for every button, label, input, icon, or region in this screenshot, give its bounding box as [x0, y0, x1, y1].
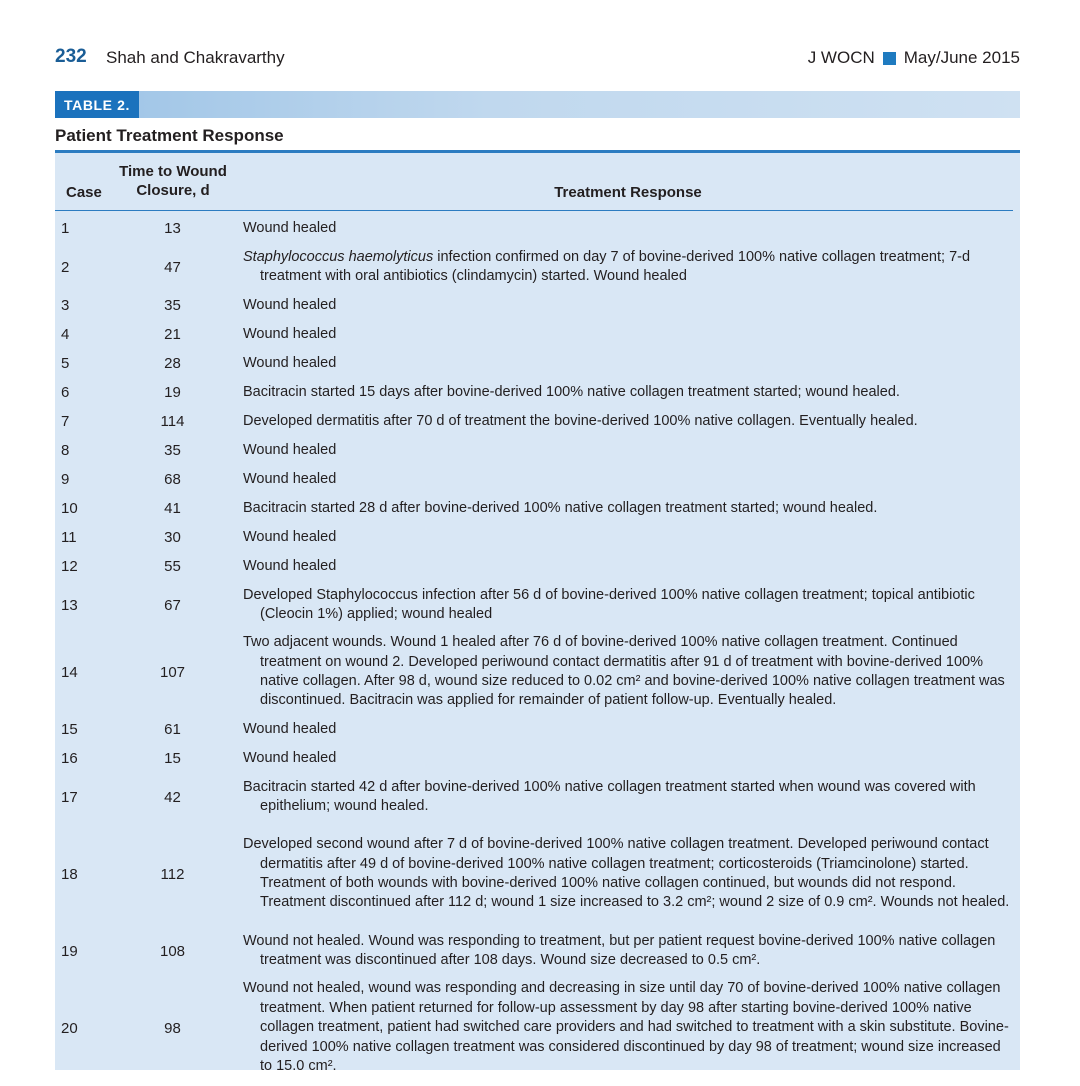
- response-text: Bacitracin started 28 d after bovine-derived 100% native collagen treatment started; wound healed.: [243, 499, 878, 516]
- response-text: Wound not healed, wound was responding and decreasing in size until day 70 of bovine-derived 100% native collagen treatment. When patient returned for follow-up assessment by day 98 after starting bovine-derived 100% native collagen treatment, patient had switched care providers and had switched to treatment with a skin substitute. Bovine-derived 100% native collagen treatment was considered discontinued by day 98 of treatment; wound size increased to 15.0 cm².: [243, 980, 1009, 1075]
- cell-case: 19: [61, 942, 78, 960]
- cell-time-to-closure: 108: [159, 942, 186, 960]
- table-row: [55, 715, 1020, 744]
- cell-case: 3: [61, 297, 70, 314]
- cell-case: 10: [61, 500, 78, 517]
- page-number: 232: [55, 46, 87, 67]
- response-text: [243, 248, 1013, 287]
- response-text: Bacitracin started 42 d after bovine-derived 100% native collagen treatment started when wound was covered with epithelium; wound healed.: [243, 778, 976, 814]
- cell-time-to-closure: 114: [160, 413, 185, 430]
- cell-case: 8: [61, 442, 70, 459]
- organism-name: Staphylococcus haemolyticus: [243, 248, 434, 265]
- cell-case: 9: [61, 471, 70, 488]
- header-divider: [55, 210, 1013, 211]
- table-row: [55, 773, 1020, 821]
- column-header-time-line1: Time to Wound: [119, 163, 227, 180]
- cell-case: 17: [61, 788, 78, 806]
- cell-time-to-closure: 35: [164, 297, 181, 314]
- table-row: [55, 320, 1020, 349]
- cell-treatment-response: [243, 494, 1013, 523]
- table-row: [55, 552, 1020, 581]
- table-row: [55, 975, 1020, 1081]
- cell-case: 2: [61, 258, 70, 276]
- cell-time-to-closure: 42: [164, 788, 181, 806]
- cell-time-to-closure: 68: [164, 471, 181, 488]
- response-text: Developed Staphylococcus infection after 56 d of bovine-derived 100% native collagen treatment; topical antibiotic (Cleocin 1%) applied; wound healed: [243, 586, 975, 622]
- cell-treatment-response: [243, 320, 1013, 349]
- table-row: [55, 407, 1020, 436]
- table-header: [55, 153, 1020, 210]
- column-header-time-line2: Closure, d: [136, 182, 210, 199]
- response-text: Wound healed: [243, 325, 337, 342]
- cell-time-to-closure: 15: [164, 750, 181, 767]
- cell-treatment-response: [243, 243, 1013, 291]
- table-row: [55, 494, 1020, 523]
- cell-time-to-closure: 67: [164, 596, 181, 614]
- cell-case: 12: [61, 558, 78, 575]
- cell-time-to-closure: 47: [164, 258, 181, 276]
- table-row: [55, 927, 1020, 975]
- cell-case: 14: [61, 663, 78, 681]
- cell-time-to-closure: 98: [164, 1019, 181, 1037]
- response-text: Wound healed: [243, 557, 337, 574]
- cell-treatment-response: [243, 465, 1013, 494]
- cell-case: 6: [61, 384, 70, 401]
- cell-treatment-response: [243, 715, 1013, 744]
- journal-name: J WOCN: [807, 48, 875, 67]
- cell-time-to-closure: 55: [164, 558, 181, 575]
- table-row: [55, 581, 1020, 629]
- cell-case: 20: [61, 1019, 78, 1037]
- cell-treatment-response: [243, 927, 1013, 975]
- table-label-bar: [55, 91, 1020, 118]
- running-authors: Shah and Chakravarthy: [106, 48, 285, 67]
- table-title: Patient Treatment Response: [55, 126, 284, 145]
- response-text: Wound not healed. Wound was responding to treatment, but per patient request bovine-derived 100% native collagen treatment was discontinued after 108 days. Wound size decreased to 0.5 cm².: [243, 932, 996, 968]
- cell-treatment-response: [243, 349, 1013, 378]
- cell-time-to-closure: 19: [164, 384, 181, 401]
- response-text: Wound healed: [243, 354, 337, 371]
- cell-time-to-closure: 61: [164, 721, 181, 738]
- response-text: Wound healed: [243, 528, 337, 545]
- response-text: Wound healed: [243, 441, 337, 458]
- response-text: Developed dermatitis after 70 d of treatment the bovine-derived 100% native collagen. Eventually healed.: [243, 412, 918, 429]
- table-row: [55, 436, 1020, 465]
- column-header-response: Treatment Response: [554, 184, 702, 201]
- table-row: [55, 523, 1020, 552]
- cell-treatment-response: [243, 523, 1013, 552]
- cell-case: 16: [61, 750, 78, 767]
- table-row: [55, 243, 1020, 291]
- cell-case: 11: [61, 529, 77, 546]
- cell-treatment-response: [243, 291, 1013, 320]
- table-row: [55, 465, 1020, 494]
- cell-time-to-closure: 28: [164, 355, 181, 372]
- response-text: Wound healed: [243, 219, 337, 236]
- cell-case: 15: [61, 721, 78, 738]
- cell-treatment-response: [243, 744, 1013, 773]
- column-header-time: [93, 162, 253, 200]
- page-header: [55, 46, 1020, 70]
- cell-treatment-response: [243, 581, 1013, 629]
- table-row: [55, 214, 1020, 243]
- response-text: Two adjacent wounds. Wound 1 healed after 76 d of bovine-derived 100% native collagen treatment. Continued treatment on wound 2. Developed periwound contact dermatitis after 91 d of treatment with bovine-derived 100% native collagen. After 98 d, wound size reduced to 0.02 cm² and bovine-derived 100% native collagen treatment was discontinued. Bacitracin was applied for remainder of patient follow-up. Eventually healed.: [243, 634, 1005, 709]
- response-text: Wound healed: [243, 296, 337, 313]
- cell-treatment-response: [243, 436, 1013, 465]
- response-remainder: infection confirmed on day 7 of bovine-derived 100% native collagen treatment; 7-d treatment with oral antibiotics (clindamycin) started. Wound healed: [260, 248, 971, 284]
- response-text: Bacitracin started 15 days after bovine-derived 100% native collagen treatment started; wound healed.: [243, 383, 900, 400]
- journal-info: [808, 48, 1020, 68]
- response-text: Wound healed: [243, 470, 337, 487]
- cell-treatment-response: [243, 407, 1013, 436]
- cell-treatment-response: [243, 773, 1013, 821]
- table-row: [55, 349, 1020, 378]
- journal-issue: May/June 2015: [903, 48, 1020, 67]
- table-row: [55, 629, 1020, 715]
- table-row: [55, 378, 1020, 407]
- table-label: TABLE 2.: [55, 91, 139, 118]
- cell-treatment-response: [243, 214, 1013, 243]
- cell-time-to-closure: 13: [164, 220, 181, 237]
- cell-time-to-closure: 112: [160, 865, 185, 883]
- cell-time-to-closure: 107: [159, 663, 186, 681]
- cell-time-to-closure: 41: [164, 500, 181, 517]
- cell-case: 5: [61, 355, 70, 372]
- data-table: [55, 153, 1020, 1075]
- response-text: Developed second wound after 7 d of bovine-derived 100% native collagen treatment. Developed periwound contact dermatitis after 49 d of bovine-derived 100% native collagen treatment; corticosteroids (Triamcinolone) started. Treatment of both wounds with bovine-derived 100% native collagen continued, but wounds did not respond. Treatment discontinued after 112 d; wound 1 size increased to 3.2 cm²; wound 2 size of 0.9 cm². Wounds not healed.: [243, 836, 1010, 911]
- cell-treatment-response: [243, 821, 1013, 927]
- cell-treatment-response: [243, 629, 1013, 715]
- square-bullet-icon: [883, 52, 896, 65]
- cell-case: 7: [61, 413, 70, 430]
- table-row: [55, 744, 1020, 773]
- cell-time-to-closure: 21: [164, 326, 181, 343]
- cell-case: 1: [61, 220, 70, 237]
- cell-time-to-closure: 35: [164, 442, 181, 459]
- table-row: [55, 821, 1020, 927]
- cell-treatment-response: [243, 975, 1013, 1081]
- response-text: Wound healed: [243, 749, 337, 766]
- cell-time-to-closure: 30: [164, 529, 181, 546]
- response-text: Wound healed: [243, 720, 337, 737]
- column-header-case: Case: [66, 184, 102, 201]
- cell-treatment-response: [243, 378, 1013, 407]
- cell-case: 4: [61, 326, 70, 343]
- cell-case: 18: [61, 865, 78, 883]
- cell-case: 13: [61, 596, 78, 614]
- cell-treatment-response: [243, 552, 1013, 581]
- table-row: [55, 291, 1020, 320]
